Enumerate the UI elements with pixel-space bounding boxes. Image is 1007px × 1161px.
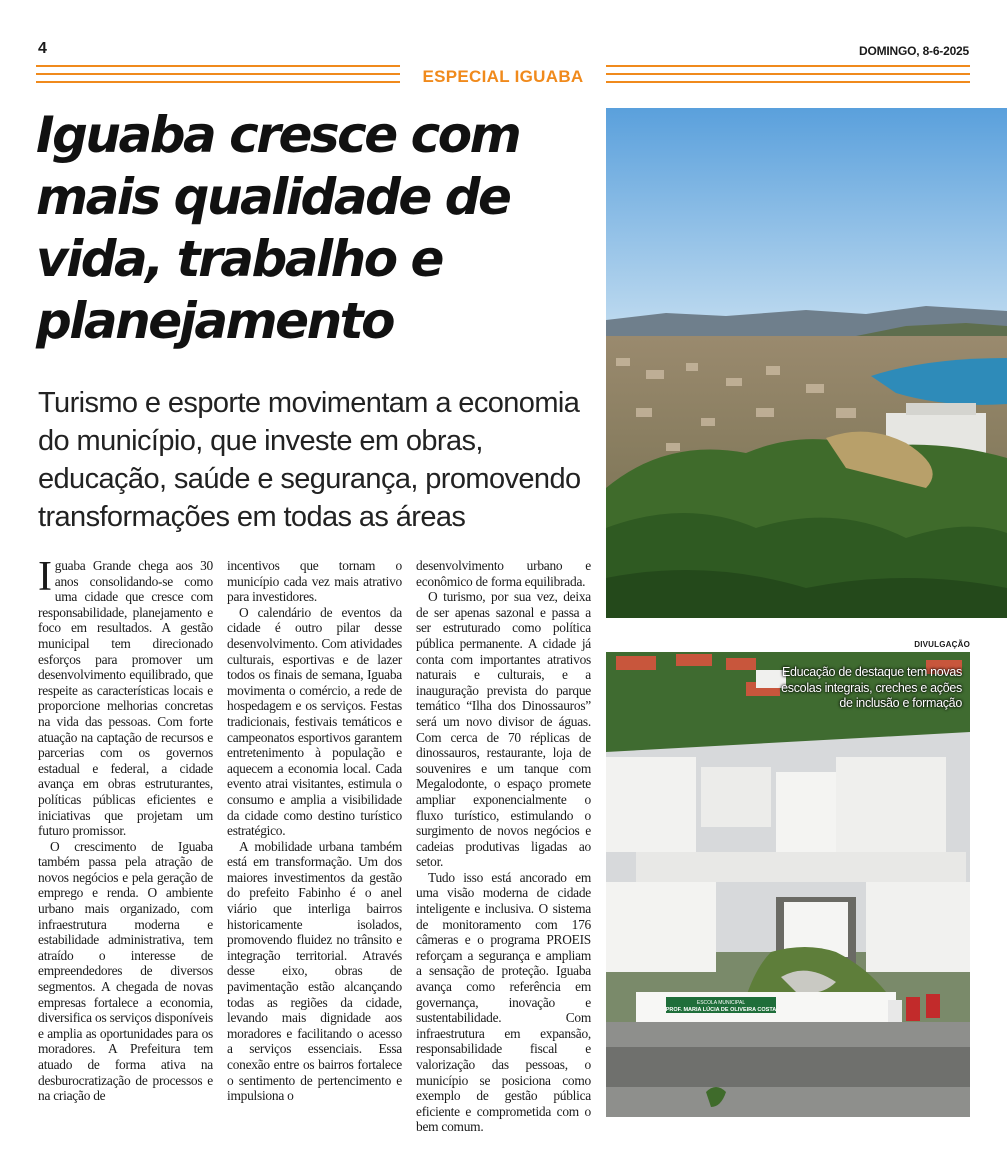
body-paragraph: A mobilidade urbana também está em transformação. Um dos maiores investimentos da gestão do prefeito Fabinho é o anel viário que interliga bairros historicamente isolados, promovendo fluidez no trânsito e integração territorial. Através desse eixo, obras de pavimentação estão alcançando todas as regiões da cidade, levando mais dignidade aos moradores e facilitando o acesso a serviços essenciais. Essa conexão entre os bairros fortalece o sentimento de pertencimento e impulsiona o (227, 838, 402, 1104)
school-sign-line2: PROF. MARIA LÚCIA DE OLIVEIRA COSTA (665, 1007, 777, 1013)
headline: Iguaba cresce com mais qualidade de vida, trabalho e planejamento (36, 106, 520, 350)
section-label: ESPECIAL IGUABA (422, 67, 584, 86)
school-aerial-photo (606, 652, 970, 1117)
school-illustration (606, 652, 970, 1117)
body-column-2 (227, 558, 402, 1104)
body-column-3 (416, 558, 591, 1135)
header-rule-right-bottom (606, 81, 970, 83)
issue-date: DOMINGO, 8-6-2025 (859, 44, 969, 58)
photo-credit: DIVULGAÇÃO (914, 640, 970, 649)
body-paragraph: desenvolvimento urbano e econômico de forma equilibrada. (416, 558, 591, 589)
body-paragraph: Iguaba Grande chega aos 30 anos consolidando-se como uma cidade que cresce com responsabilidade, planejamento e foco em resultados. A gestão municipal tem direcionado esforços para promover um desenvolvimento equilibrado, que respeite as características locais e proporcione melhorias concretas na vida das pessoas. Com forte atuação na captação de recursos e parcerias com os governos estadual e federal, a cidade avança em obras estruturantes, políticas públicas eficientes e iniciativas que projetam um futuro promissor. (38, 554, 213, 839)
drop-cap: I (38, 554, 52, 600)
body-paragraph: Tudo isso está ancorado em uma visão moderna de cidade inteligente e inclusiva. O sistema de monitoramento com 176 câmeras e o programa PROEIS reforçam a segurança e ampliam a sensação de proteção. Iguaba avança como referência em governança, inovação e sustentabilidade. Com infraestrutura em expansão, responsabilidade fiscal e valorização das pessoas, o município se posiciona como exemplo de gestão pública eficiente e comprometida com o bem comum. (416, 869, 591, 1135)
body-paragraph: O calendário de eventos da cidade é outro pilar desse desenvolvimento. Com atividades culturais, esportivas e de lazer todos os finais de semana, Iguaba movimenta o comércio, a rede de hospedagem e os serviços. Festas tradicionais, festivais temáticos e campeonatos esportivos garantem entretenimento à população e aquecem a economia local. Cada evento atrai visitantes, estimula o consumo e amplia a visibilidade da cidade como destino turístico estratégico. (227, 604, 402, 839)
body-paragraph: O crescimento de Iguaba também passa pela atração de novos negócios e pela geração de emprego e renda. O ambiente urbano mais organizado, com infraestrutura moderna e estabilidade administrativa, tem atraído o interesse de empreendedores de diversos segmentos. A chegada de novas empresas fortalece a economia, diversifica os serviços disponíveis e amplia as oportunidades para os moradores. A Prefeitura tem atuado de forma ativa na desburocratização de processos e na criação de (38, 838, 213, 1104)
header-rule-left-mid (36, 73, 400, 75)
deck: Turismo e esporte movimentam a economia do município, que investe em obras, educação, saúde e segurança, promovendo transformações em todas as áreas (38, 387, 581, 533)
page-number: 4 (38, 40, 47, 57)
body-column-1 (38, 554, 213, 1104)
body-paragraph: O turismo, por sua vez, deixa de ser apenas sazonal e passa a ser estruturado como política pública permanente. A cidade já conta com importantes atrativos naturais e culturais, e a inauguração prevista do parque temático “Ilha dos Dinossauros” será um novo divisor de águas. Com cerca de 70 réplicas de dinossauros, restaurante, loja de souvenires e um tanque com Megalodonte, o espaço promete ampliar exponencialmente o fluxo turístico, estimulando o surgimento de novos negócios e cadeias produtivas ligadas ao setor. (416, 589, 591, 870)
photo-caption: Educação de destaque tem novas escolas integrais, creches e ações de inclusão e formação (781, 665, 962, 710)
landscape-illustration (606, 108, 1007, 618)
school-sign-line1: ESCOLA MUNICIPAL (696, 1000, 746, 1006)
header-rule-left-top (36, 65, 400, 67)
body-paragraph: incentivos que tornam o município cada vez mais atrativo para investidores. (227, 558, 402, 605)
header-rule-right-top (606, 65, 970, 67)
header-rule-left-bottom (36, 81, 400, 83)
aerial-city-photo (606, 108, 1007, 618)
header-rule-right-mid (606, 73, 970, 75)
